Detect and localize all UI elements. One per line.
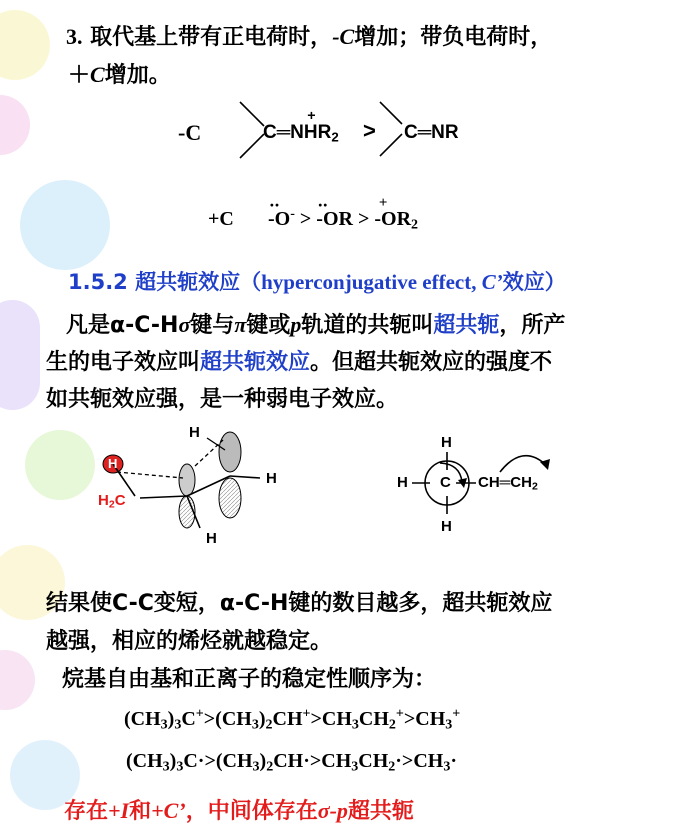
chem2-a: ·· -O- <box>268 208 295 230</box>
section-title: 1.5.2 超共轭效应（hyperconjugative effect, C’效应） <box>68 270 566 294</box>
chem1-label: -C <box>178 120 202 145</box>
arrow-h-left: H <box>397 474 408 491</box>
orbital-h-right: H <box>266 470 277 487</box>
deco-bubble-yellow <box>0 10 50 80</box>
orbital-h2c-label: $H_2C$ <box>98 492 126 511</box>
orbital-h-s: H <box>108 456 118 471</box>
rule3-line2: ＋C增加。 <box>68 62 171 88</box>
hyperconjugation-orbital-figure <box>95 420 295 560</box>
chem2-b: ·· -OR <box>316 208 353 230</box>
chem1-gt: > <box>363 118 376 143</box>
chem2-c: + $-OR_2$ <box>374 208 418 230</box>
final-statement: 存在+I和+C’，中间体存在σ-p超共轭 <box>64 798 414 824</box>
arrow-c-center: C <box>440 474 451 491</box>
radical-stability-order: $(CH_3)_3C\cdot>(CH_3)_2CH\cdot>CH_3CH_2\cdot>CH_3\cdot$ <box>126 750 458 775</box>
deco-bubble-green <box>25 430 95 500</box>
para1-line3: 如共轭效应强，是一种弱电子效应。 <box>46 387 399 412</box>
cation-stability-order: $(CH_3)_3C^+>(CH_3)_2CH^+>CH_3CH_2^+>CH_3^+$ <box>124 706 461 733</box>
chem1-left-group: $C═NHR_2$ <box>263 122 339 145</box>
chem2-series: ·· -O- > ·· -OR > + $-OR_2$ <box>268 208 418 231</box>
arrow-h-top: H <box>441 434 452 451</box>
deco-bubble-blue <box>20 180 110 270</box>
para2-line3: 烷基自由基和正离子的稳定性顺序为： <box>62 667 437 692</box>
arrow-h-bottom: H <box>441 518 452 535</box>
orbital-h-top: H <box>189 424 200 441</box>
para2-line1: 结果使C-C变短，α-C-H键的数目越多，超共轭效应 <box>46 591 553 616</box>
orbital-h-bottom: H <box>206 530 217 547</box>
para1-line2: 生的电子效应叫超共轭效应。但超共轭效应的强度不 <box>46 350 553 375</box>
para1-line1: 凡是α-C-Hσ键与π键或p轨道的共轭叫超共轭，所产 <box>66 312 566 338</box>
deco-bubble-lavender <box>0 300 40 410</box>
rule3-line1: 3. 取代基上带有正电荷时，-C增加；带负电荷时， <box>66 24 553 50</box>
chem2-label: +C <box>208 208 234 230</box>
arrow-ch-group: $CH═CH_2$ <box>478 474 538 493</box>
deco-bubble-pink <box>0 95 30 155</box>
chem1-right-group: C═NR <box>404 122 459 143</box>
deco-bubble-pink-2 <box>0 650 35 710</box>
para2-line2: 越强，相应的烯烃就越稳定。 <box>46 629 333 654</box>
